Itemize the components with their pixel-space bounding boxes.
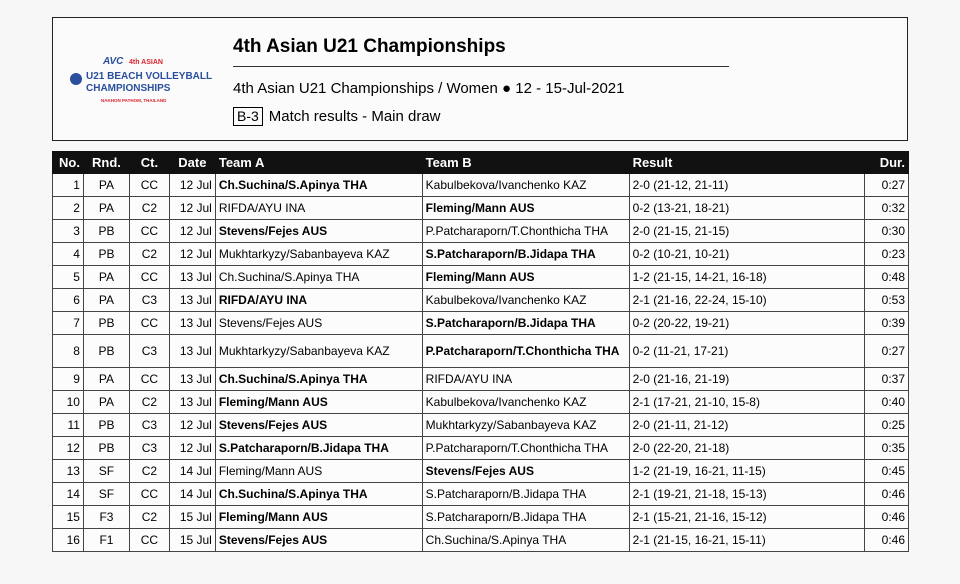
team-b: Stevens/Fejes AUS	[422, 460, 629, 483]
match-number: 9	[53, 368, 84, 391]
svg-text:NAKHON PATHOM, THAILAND: NAKHON PATHOM, THAILAND	[101, 98, 167, 103]
table-row	[53, 335, 909, 368]
match-result: 2-0 (21-15, 21-15)	[629, 220, 864, 243]
match-result: 2-0 (21-16, 21-19)	[629, 368, 864, 391]
match-date: 13 Jul	[169, 266, 215, 289]
team-b: S.Patcharaporn/B.Jidapa THA	[422, 506, 629, 529]
team-a: Fleming/Mann AUS	[215, 391, 422, 414]
match-date: 12 Jul	[169, 174, 215, 197]
svg-text:U21 BEACH VOLLEYBALL: U21 BEACH VOLLEYBALL	[86, 71, 213, 82]
match-result: 2-0 (21-12, 21-11)	[629, 174, 864, 197]
round-code: PB	[83, 437, 129, 460]
team-a: S.Patcharaporn/B.Jidapa THA	[215, 437, 422, 460]
table-row	[53, 437, 909, 460]
match-date: 15 Jul	[169, 506, 215, 529]
court-code: CC	[129, 174, 169, 197]
match-number: 11	[53, 414, 84, 437]
table-row	[53, 174, 909, 197]
team-b: Fleming/Mann AUS	[422, 197, 629, 220]
match-duration: 0:32	[864, 197, 908, 220]
match-date: 12 Jul	[169, 197, 215, 220]
court-code: C3	[129, 335, 169, 368]
results-body	[53, 174, 909, 552]
results-table	[52, 151, 909, 552]
page-title: 4th Asian U21 Championships	[233, 36, 506, 57]
table-header-row	[53, 152, 909, 174]
match-duration: 0:45	[864, 460, 908, 483]
court-code: C3	[129, 437, 169, 460]
team-a: RIFDA/AYU INA	[215, 289, 422, 312]
match-duration: 0:23	[864, 243, 908, 266]
team-b: Fleming/Mann AUS	[422, 266, 629, 289]
match-date: 12 Jul	[169, 243, 215, 266]
match-number: 10	[53, 391, 84, 414]
match-result: 2-1 (21-15, 16-21, 15-11)	[629, 529, 864, 552]
round-code: PB	[83, 335, 129, 368]
match-date: 12 Jul	[169, 414, 215, 437]
svg-text:AVC: AVC	[103, 56, 124, 67]
team-a: Stevens/Fejes AUS	[215, 220, 422, 243]
table-row	[53, 289, 909, 312]
svg-text:4th ASIAN: 4th ASIAN	[129, 59, 163, 66]
match-duration: 0:40	[864, 391, 908, 414]
court-code: C3	[129, 414, 169, 437]
match-duration: 0:39	[864, 312, 908, 335]
court-code: C3	[129, 289, 169, 312]
table-row	[53, 414, 909, 437]
match-number: 4	[53, 243, 84, 266]
team-a: Ch.Suchina/S.Apinya THA	[215, 368, 422, 391]
round-code: SF	[83, 460, 129, 483]
match-result: 0-2 (13-21, 18-21)	[629, 197, 864, 220]
team-b: Ch.Suchina/S.Apinya THA	[422, 529, 629, 552]
table-row	[53, 312, 909, 335]
round-code: PB	[83, 414, 129, 437]
match-date: 15 Jul	[169, 529, 215, 552]
match-number: 15	[53, 506, 84, 529]
team-a: Stevens/Fejes AUS	[215, 529, 422, 552]
table-row	[53, 197, 909, 220]
table-row	[53, 243, 909, 266]
match-duration: 0:30	[864, 220, 908, 243]
match-duration: 0:46	[864, 506, 908, 529]
match-duration: 0:37	[864, 368, 908, 391]
match-duration: 0:46	[864, 483, 908, 506]
match-result: 2-1 (21-16, 22-24, 15-10)	[629, 289, 864, 312]
match-date: 13 Jul	[169, 335, 215, 368]
match-duration: 0:48	[864, 266, 908, 289]
court-code: CC	[129, 368, 169, 391]
match-number: 1	[53, 174, 84, 197]
round-code: PB	[83, 243, 129, 266]
match-date: 12 Jul	[169, 220, 215, 243]
match-number: 14	[53, 483, 84, 506]
match-number: 5	[53, 266, 84, 289]
match-duration: 0:27	[864, 335, 908, 368]
court-code: CC	[129, 483, 169, 506]
team-a: Stevens/Fejes AUS	[215, 312, 422, 335]
team-b: P.Patcharaporn/T.Chonthicha THA	[422, 437, 629, 460]
team-b: P.Patcharaporn/T.Chonthicha THA	[422, 220, 629, 243]
match-date: 13 Jul	[169, 289, 215, 312]
match-result: 0-2 (20-22, 19-21)	[629, 312, 864, 335]
table-row	[53, 506, 909, 529]
team-a: RIFDA/AYU INA	[215, 197, 422, 220]
round-code: PB	[83, 220, 129, 243]
team-a: Fleming/Mann AUS	[215, 506, 422, 529]
court-code: CC	[129, 220, 169, 243]
championship-logo	[67, 52, 227, 110]
round-line	[233, 107, 441, 126]
round-label: Match results - Main draw	[268, 108, 441, 125]
table-row	[53, 529, 909, 552]
match-duration: 0:25	[864, 414, 908, 437]
round-code: F3	[83, 506, 129, 529]
team-b: Kabulbekova/Ivanchenko KAZ	[422, 174, 629, 197]
team-b: P.Patcharaporn/T.Chonthicha THA	[422, 335, 629, 368]
match-number: 3	[53, 220, 84, 243]
match-date: 13 Jul	[169, 391, 215, 414]
match-duration: 0:35	[864, 437, 908, 460]
header-box	[52, 17, 908, 141]
team-b: S.Patcharaporn/B.Jidapa THA	[422, 312, 629, 335]
match-result: 1-2 (21-15, 14-21, 16-18)	[629, 266, 864, 289]
match-number: 13	[53, 460, 84, 483]
table-row	[53, 391, 909, 414]
court-code: C2	[129, 197, 169, 220]
match-result: 2-1 (19-21, 21-18, 15-13)	[629, 483, 864, 506]
col-header-round: Rnd.	[83, 152, 129, 174]
round-code: F1	[83, 529, 129, 552]
court-code: C2	[129, 391, 169, 414]
round-code: PA	[83, 391, 129, 414]
court-code: CC	[129, 529, 169, 552]
match-result: 2-1 (17-21, 21-10, 15-8)	[629, 391, 864, 414]
match-date: 12 Jul	[169, 437, 215, 460]
table-row	[53, 483, 909, 506]
event-subtitle: 4th Asian U21 Championships / Women ● 12 - 15-Jul-2021	[233, 80, 625, 97]
match-result: 2-0 (22-20, 21-18)	[629, 437, 864, 460]
match-number: 2	[53, 197, 84, 220]
court-code: C2	[129, 506, 169, 529]
match-number: 12	[53, 437, 84, 460]
col-header-team-a: Team A	[215, 152, 422, 174]
team-a: Mukhtarkyzy/Sabanbayeva KAZ	[215, 335, 422, 368]
table-row	[53, 220, 909, 243]
round-code: PA	[83, 197, 129, 220]
round-code: PA	[83, 368, 129, 391]
team-b: S.Patcharaporn/B.Jidapa THA	[422, 243, 629, 266]
match-date: 14 Jul	[169, 483, 215, 506]
court-code: C2	[129, 460, 169, 483]
col-header-duration: Dur.	[864, 152, 908, 174]
team-a: Ch.Suchina/S.Apinya THA	[215, 483, 422, 506]
svg-text:CHAMPIONSHIPS: CHAMPIONSHIPS	[86, 83, 171, 94]
match-date: 13 Jul	[169, 312, 215, 335]
match-number: 7	[53, 312, 84, 335]
team-b: Kabulbekova/Ivanchenko KAZ	[422, 289, 629, 312]
col-header-no: No.	[53, 152, 84, 174]
table-row	[53, 266, 909, 289]
court-code: CC	[129, 266, 169, 289]
match-duration: 0:27	[864, 174, 908, 197]
court-code: CC	[129, 312, 169, 335]
round-code: PA	[83, 289, 129, 312]
match-number: 8	[53, 335, 84, 368]
match-result: 1-2 (21-19, 16-21, 11-15)	[629, 460, 864, 483]
match-result: 0-2 (11-21, 17-21)	[629, 335, 864, 368]
team-a: Stevens/Fejes AUS	[215, 414, 422, 437]
title-divider	[233, 66, 729, 67]
team-a: Mukhtarkyzy/Sabanbayeva KAZ	[215, 243, 422, 266]
team-b: S.Patcharaporn/B.Jidapa THA	[422, 483, 629, 506]
team-a: Ch.Suchina/S.Apinya THA	[215, 266, 422, 289]
table-row	[53, 368, 909, 391]
match-result: 2-0 (21-11, 21-12)	[629, 414, 864, 437]
match-number: 6	[53, 289, 84, 312]
round-code: PA	[83, 174, 129, 197]
pool-code-badge: B-3	[233, 107, 263, 126]
col-header-result: Result	[629, 152, 864, 174]
team-b: Kabulbekova/Ivanchenko KAZ	[422, 391, 629, 414]
round-code: PA	[83, 266, 129, 289]
match-number: 16	[53, 529, 84, 552]
match-date: 14 Jul	[169, 460, 215, 483]
col-header-court: Ct.	[129, 152, 169, 174]
match-duration: 0:46	[864, 529, 908, 552]
team-b: Mukhtarkyzy/Sabanbayeva KAZ	[422, 414, 629, 437]
match-duration: 0:53	[864, 289, 908, 312]
round-code: SF	[83, 483, 129, 506]
team-a: Ch.Suchina/S.Apinya THA	[215, 174, 422, 197]
match-result: 0-2 (10-21, 10-21)	[629, 243, 864, 266]
match-date: 13 Jul	[169, 368, 215, 391]
court-code: C2	[129, 243, 169, 266]
col-header-team-b: Team B	[422, 152, 629, 174]
team-a: Fleming/Mann AUS	[215, 460, 422, 483]
round-code: PB	[83, 312, 129, 335]
col-header-date: Date	[169, 152, 215, 174]
match-result: 2-1 (15-21, 21-16, 15-12)	[629, 506, 864, 529]
team-b: RIFDA/AYU INA	[422, 368, 629, 391]
table-row	[53, 460, 909, 483]
